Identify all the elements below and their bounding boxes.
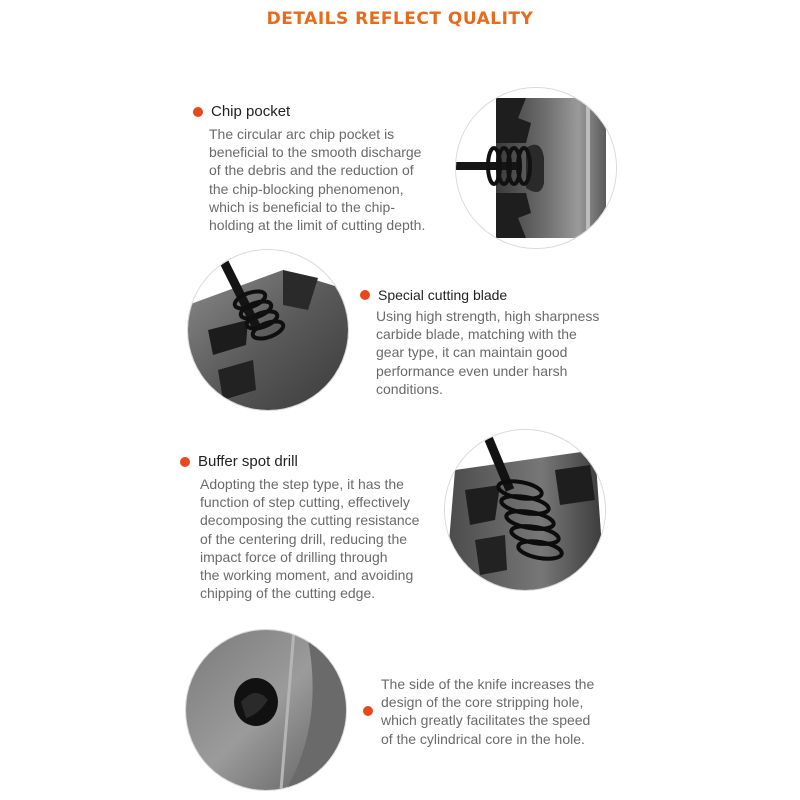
core-stripping-hole-photo bbox=[186, 630, 346, 790]
feature-heading: Buffer spot drill bbox=[198, 453, 298, 470]
page-title: DETAILS REFLECT QUALITY bbox=[266, 9, 534, 29]
feature-heading: Chip pocket bbox=[211, 103, 291, 120]
cutting-blade-photo bbox=[188, 250, 348, 410]
feature-chip-pocket bbox=[193, 103, 425, 234]
bullet-icon bbox=[360, 290, 370, 300]
hole-saw-image bbox=[186, 630, 346, 790]
feature-description: Adopting the step type, it has the function of step cutting, effectively decomposing the cutting resistance of the centering drill, reducing the impact force of drilling through the working moment, and avoiding chipping of the cutting edge. bbox=[200, 476, 420, 602]
feature-description: Using high strength, high sharpness carbide blade, matching with the gear type, it can maintain good performance even under harsh conditions. bbox=[376, 308, 600, 397]
feature-description: The side of the knife increases the design of the core stripping hole, which greatly facilitates the speed of the cylindrical core in the hole. bbox=[381, 676, 595, 747]
spot-drill-photo bbox=[445, 430, 605, 590]
feature-cutting-blade bbox=[360, 287, 599, 398]
bullet-icon bbox=[363, 706, 373, 716]
feature-buffer-spot-drill bbox=[180, 453, 419, 602]
bullet-icon bbox=[180, 457, 190, 467]
hole-saw-image bbox=[445, 430, 605, 590]
hole-saw-image bbox=[188, 250, 348, 410]
bullet-icon bbox=[193, 107, 203, 117]
hole-saw-image bbox=[456, 88, 616, 248]
feature-core-stripping-hole bbox=[363, 675, 594, 748]
chip-pocket-photo bbox=[456, 88, 616, 248]
feature-heading: Special cutting blade bbox=[378, 287, 508, 303]
feature-description: The circular arc chip pocket is beneficial to the smooth discharge of the debris and the reduction of the chip-blocking phenomenon, which is beneficial to the chip- holding at the limit of cutting depth. bbox=[209, 126, 426, 234]
